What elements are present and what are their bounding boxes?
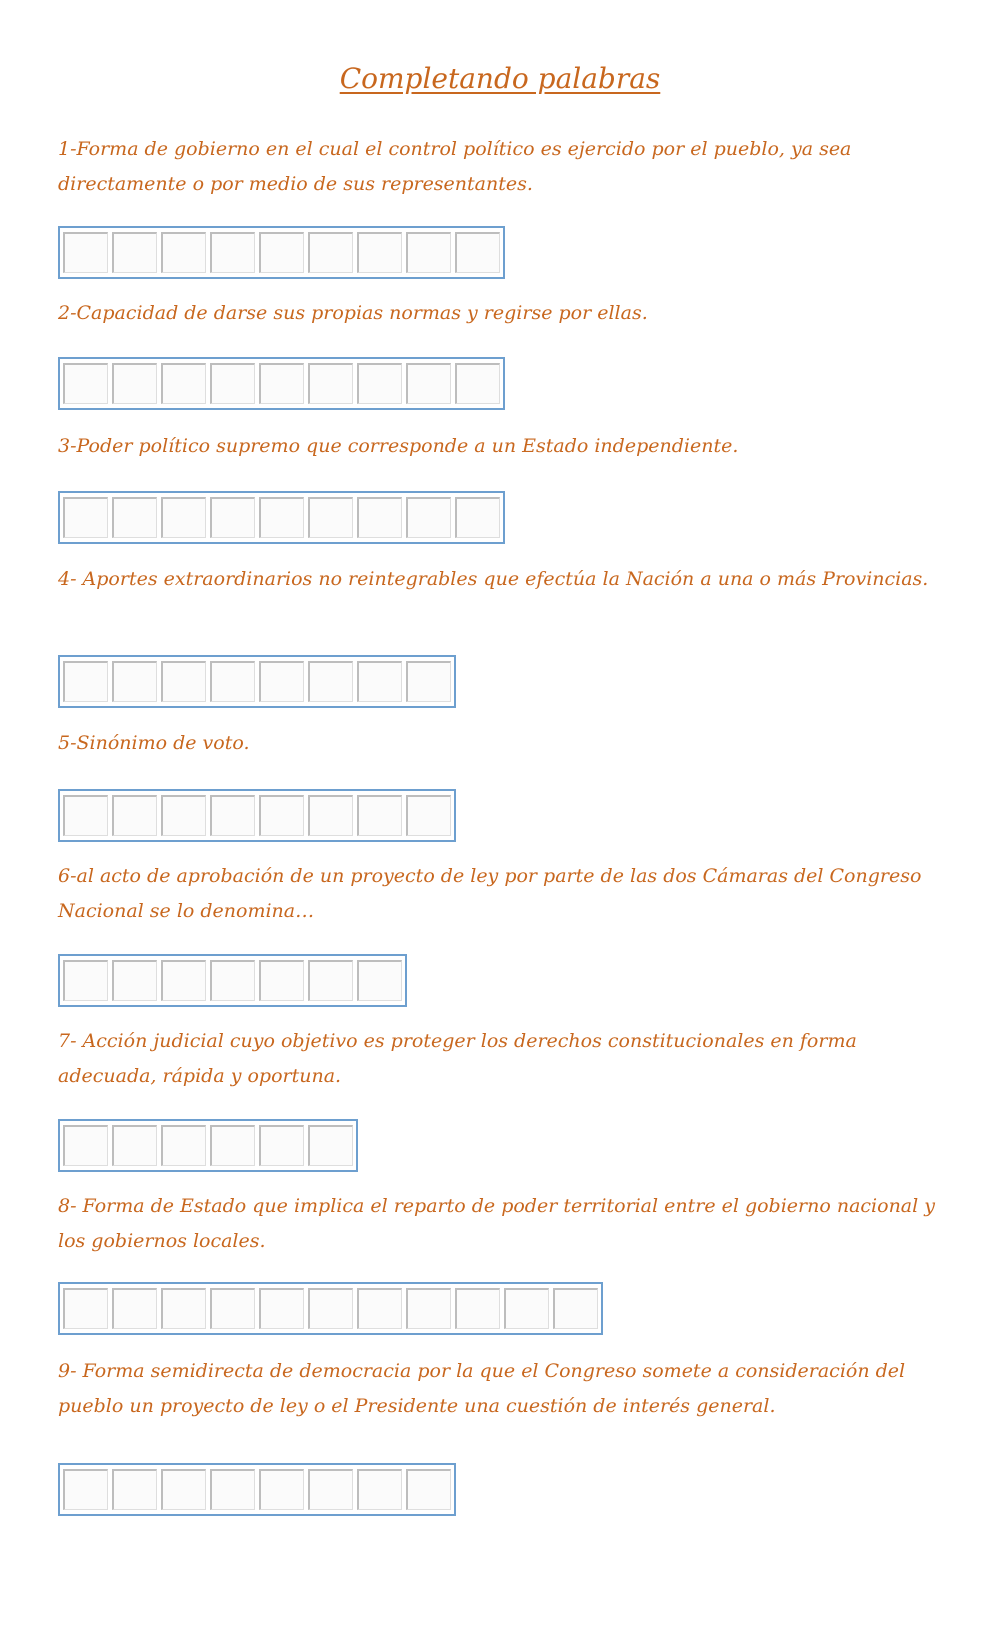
answer-box-3[interactable]	[58, 491, 505, 544]
letter-cell[interactable]	[259, 1288, 304, 1329]
letter-cell[interactable]	[112, 232, 157, 273]
letter-cell[interactable]	[308, 1125, 353, 1166]
answer-box-1[interactable]	[58, 226, 505, 279]
letter-cell[interactable]	[112, 1288, 157, 1329]
answer-box-5[interactable]	[58, 789, 456, 842]
letter-cell[interactable]	[63, 1469, 108, 1510]
letter-cell[interactable]	[357, 497, 402, 538]
answer-box-7[interactable]	[58, 1119, 358, 1172]
letter-cell[interactable]	[161, 363, 206, 404]
letter-cell[interactable]	[63, 497, 108, 538]
letter-cell[interactable]	[308, 1288, 353, 1329]
letter-cell[interactable]	[308, 795, 353, 836]
letter-cell[interactable]	[161, 1469, 206, 1510]
letter-cell[interactable]	[112, 960, 157, 1001]
answer-box-2[interactable]	[58, 357, 505, 410]
letter-cell[interactable]	[112, 363, 157, 404]
letter-cell[interactable]	[357, 795, 402, 836]
question-3-text: 3-Poder político supremo que corresponde a un Estado independiente.	[58, 435, 739, 457]
question-1-text: 1-Forma de gobierno en el cual el control político es ejercido por el pueblo, ya sea directamente o por medio de sus representantes.	[58, 138, 852, 195]
question-7-text: 7- Acción judicial cuyo objetivo es proteger los derechos constitucionales en forma adecuada, rápida y oportuna.	[58, 1030, 857, 1087]
letter-cell[interactable]	[406, 661, 451, 702]
letter-cell[interactable]	[259, 960, 304, 1001]
page-title: Completando palabras	[339, 62, 661, 95]
letter-cell[interactable]	[63, 661, 108, 702]
letter-cell[interactable]	[406, 795, 451, 836]
letter-cell[interactable]	[553, 1288, 598, 1329]
letter-cell[interactable]	[112, 1469, 157, 1510]
answer-box-4[interactable]	[58, 655, 456, 708]
letter-cell[interactable]	[161, 960, 206, 1001]
letter-cell[interactable]	[406, 363, 451, 404]
letter-cell[interactable]	[308, 232, 353, 273]
letter-cell[interactable]	[406, 1469, 451, 1510]
letter-cell[interactable]	[63, 960, 108, 1001]
letter-cell[interactable]	[357, 960, 402, 1001]
question-2-text: 2-Capacidad de darse sus propias normas y regirse por ellas.	[58, 302, 648, 324]
letter-cell[interactable]	[259, 1125, 304, 1166]
letter-cell[interactable]	[210, 1288, 255, 1329]
letter-cell[interactable]	[210, 232, 255, 273]
letter-cell[interactable]	[63, 363, 108, 404]
letter-cell[interactable]	[259, 1469, 304, 1510]
question-9-text: 9- Forma semidirecta de democracia por la que el Congreso somete a consideración del pueblo un proyecto de ley o el Presidente una cuestión de interés general.	[58, 1360, 906, 1417]
letter-cell[interactable]	[210, 1469, 255, 1510]
letter-cell[interactable]	[308, 363, 353, 404]
question-6-text: 6-al acto de aprobación de un proyecto de ley por parte de las dos Cámaras del Congreso Nacional se lo denomina…	[58, 865, 922, 922]
letter-cell[interactable]	[161, 497, 206, 538]
letter-cell[interactable]	[357, 363, 402, 404]
letter-cell[interactable]	[63, 1288, 108, 1329]
letter-cell[interactable]	[210, 795, 255, 836]
letter-cell[interactable]	[112, 497, 157, 538]
letter-cell[interactable]	[259, 363, 304, 404]
letter-cell[interactable]	[308, 1469, 353, 1510]
letter-cell[interactable]	[357, 232, 402, 273]
question-4-text: 4- Aportes extraordinarios no reintegrables que efectúa la Nación a una o más Provincias.	[58, 568, 929, 590]
letter-cell[interactable]	[161, 1288, 206, 1329]
letter-cell[interactable]	[455, 363, 500, 404]
letter-cell[interactable]	[210, 363, 255, 404]
question-5-text: 5-Sinónimo de voto.	[58, 732, 250, 754]
letter-cell[interactable]	[112, 795, 157, 836]
letter-cell[interactable]	[63, 1125, 108, 1166]
letter-cell[interactable]	[357, 661, 402, 702]
letter-cell[interactable]	[259, 497, 304, 538]
letter-cell[interactable]	[357, 1288, 402, 1329]
letter-cell[interactable]	[406, 232, 451, 273]
letter-cell[interactable]	[210, 661, 255, 702]
answer-box-9[interactable]	[58, 1463, 456, 1516]
letter-cell[interactable]	[112, 1125, 157, 1166]
letter-cell[interactable]	[161, 232, 206, 273]
letter-cell[interactable]	[406, 497, 451, 538]
letter-cell[interactable]	[259, 232, 304, 273]
letter-cell[interactable]	[455, 497, 500, 538]
letter-cell[interactable]	[259, 795, 304, 836]
letter-cell[interactable]	[308, 960, 353, 1001]
answer-box-6[interactable]	[58, 954, 407, 1007]
letter-cell[interactable]	[210, 960, 255, 1001]
letter-cell[interactable]	[455, 232, 500, 273]
letter-cell[interactable]	[259, 661, 304, 702]
letter-cell[interactable]	[210, 1125, 255, 1166]
letter-cell[interactable]	[63, 795, 108, 836]
letter-cell[interactable]	[161, 1125, 206, 1166]
letter-cell[interactable]	[357, 1469, 402, 1510]
letter-cell[interactable]	[161, 795, 206, 836]
letter-cell[interactable]	[455, 1288, 500, 1329]
letter-cell[interactable]	[161, 661, 206, 702]
question-8-text: 8- Forma de Estado que implica el reparto de poder territorial entre el gobierno nacional y los gobiernos locales.	[58, 1195, 935, 1252]
letter-cell[interactable]	[63, 232, 108, 273]
letter-cell[interactable]	[504, 1288, 549, 1329]
letter-cell[interactable]	[308, 661, 353, 702]
letter-cell[interactable]	[308, 497, 353, 538]
answer-box-8[interactable]	[58, 1282, 603, 1335]
letter-cell[interactable]	[112, 661, 157, 702]
letter-cell[interactable]	[210, 497, 255, 538]
letter-cell[interactable]	[406, 1288, 451, 1329]
